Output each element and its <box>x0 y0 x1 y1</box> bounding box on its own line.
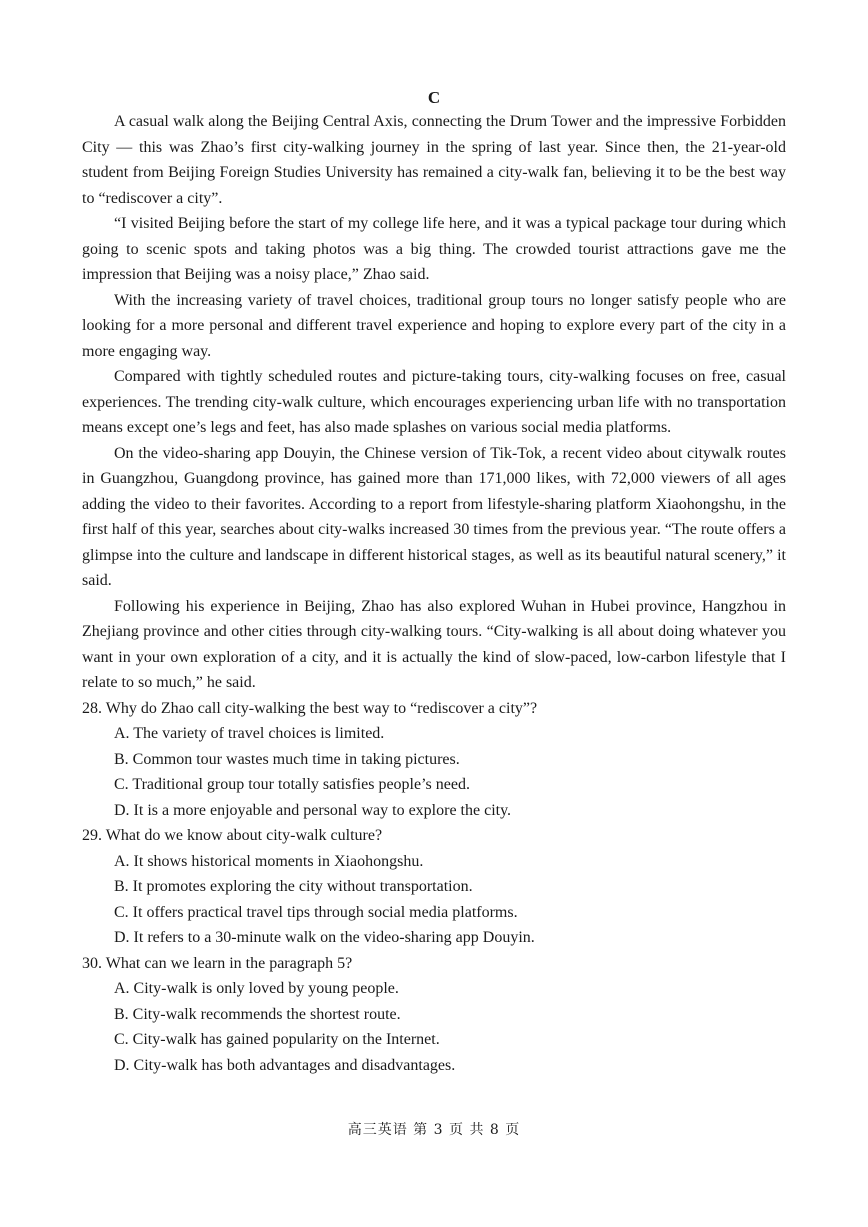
question-stem: 30. What can we learn in the paragraph 5? <box>82 954 353 972</box>
passage-paragraph-4: Compared with tightly scheduled routes and picture-taking tours, city-walking focuses on free, casual experiences. The trending city-walk culture, which encourages experiencing urban life with no transportation means except one’s legs and feet, has also made splashes on various social media platforms. <box>82 368 786 436</box>
section-title: C <box>427 88 441 107</box>
question-stem: 29. What do we know about city-walk culture? <box>82 827 383 844</box>
passage-paragraph-3: With the increasing variety of travel choices, traditional group tours no longer satisfy people who are looking for a more personal and different travel experience and hoping to explore every part of the city in a more engaging way. <box>82 291 786 360</box>
reading-passage <box>82 109 786 696</box>
question-28 <box>82 696 786 824</box>
option-d: D. City-walk has both advantages and disadvantages. <box>114 1056 456 1074</box>
option-d: D. It refers to a 30-minute walk on the video-sharing app Douyin. <box>114 929 535 946</box>
page-footer: 高三英语 第 3 页 共 8 页 <box>347 1122 521 1138</box>
question-stem: 28. Why do Zhao call city-walking the best way to “rediscover a city”? <box>82 699 538 717</box>
option-a: A. It shows historical moments in Xiaohongshu. <box>114 852 424 870</box>
option-d: D. It is a more enjoyable and personal way to explore the city. <box>114 801 512 819</box>
answer-options <box>82 849 786 951</box>
option-a: A. The variety of travel choices is limited. <box>114 725 385 742</box>
option-a: A. City-walk is only loved by young people. <box>114 980 399 997</box>
answer-options <box>82 976 786 1078</box>
option-b: B. Common tour wastes much time in taking pictures. <box>114 750 460 768</box>
question-30 <box>82 951 786 1079</box>
passage-paragraph-6: Following his experience in Beijing, Zhao has also explored Wuhan in Hubei province, Hangzhou in Zhejiang province and other cities through city-walking tours. “City-walking is all about doing whatever you want in your own exploration of a city, and it is actually the kind of slow-paced, low-carbon lifestyle that I relate to so much,” he said. <box>82 597 786 691</box>
option-c: C. Traditional group tour totally satisfies people’s need. <box>114 776 470 793</box>
exam-page <box>82 86 786 1078</box>
passage-paragraph-5: On the video-sharing app Douyin, the Chinese version of Tik-Tok, a recent video about citywalk routes in Guangzhou, Guangdong province, has gained more than 171,000 likes, with 72,000 viewers of all ages adding the video to their favorites. According to a report from lifestyle-sharing platform Xiaohongshu, in the first half of this year, searches about city-walks increased 30 times from the previous year. “The route offers a glimpse into the culture and landscape in different historical stages, as well as its beautiful natural scenery,” it said. <box>82 444 786 589</box>
option-b: B. It promotes exploring the city without transportation. <box>114 878 473 895</box>
passage-paragraph-1: A casual walk along the Beijing Central Axis, connecting the Drum Tower and the impressive Forbidden City — this was Zhao’s first city-walking journey in the spring of last year. Since then, the 21-year-old student from Beijing Foreign Studies University has remained a city-walk fan, believing it to be the best way to “rediscover a city”. <box>82 113 786 207</box>
option-b: B. City-walk recommends the shortest route. <box>114 1005 401 1023</box>
option-c: C. It offers practical travel tips through social media platforms. <box>114 903 518 921</box>
question-29 <box>82 823 786 951</box>
answer-options <box>82 721 786 823</box>
option-c: C. City-walk has gained popularity on the Internet. <box>114 1031 440 1048</box>
passage-paragraph-2: “I visited Beijing before the start of my college life here, and it was a typical package tour during which going to scenic spots and taking photos was a big thing. The crowded tourist attractions gave me the impression that Beijing was a noisy place,” Zhao said. <box>82 215 786 283</box>
